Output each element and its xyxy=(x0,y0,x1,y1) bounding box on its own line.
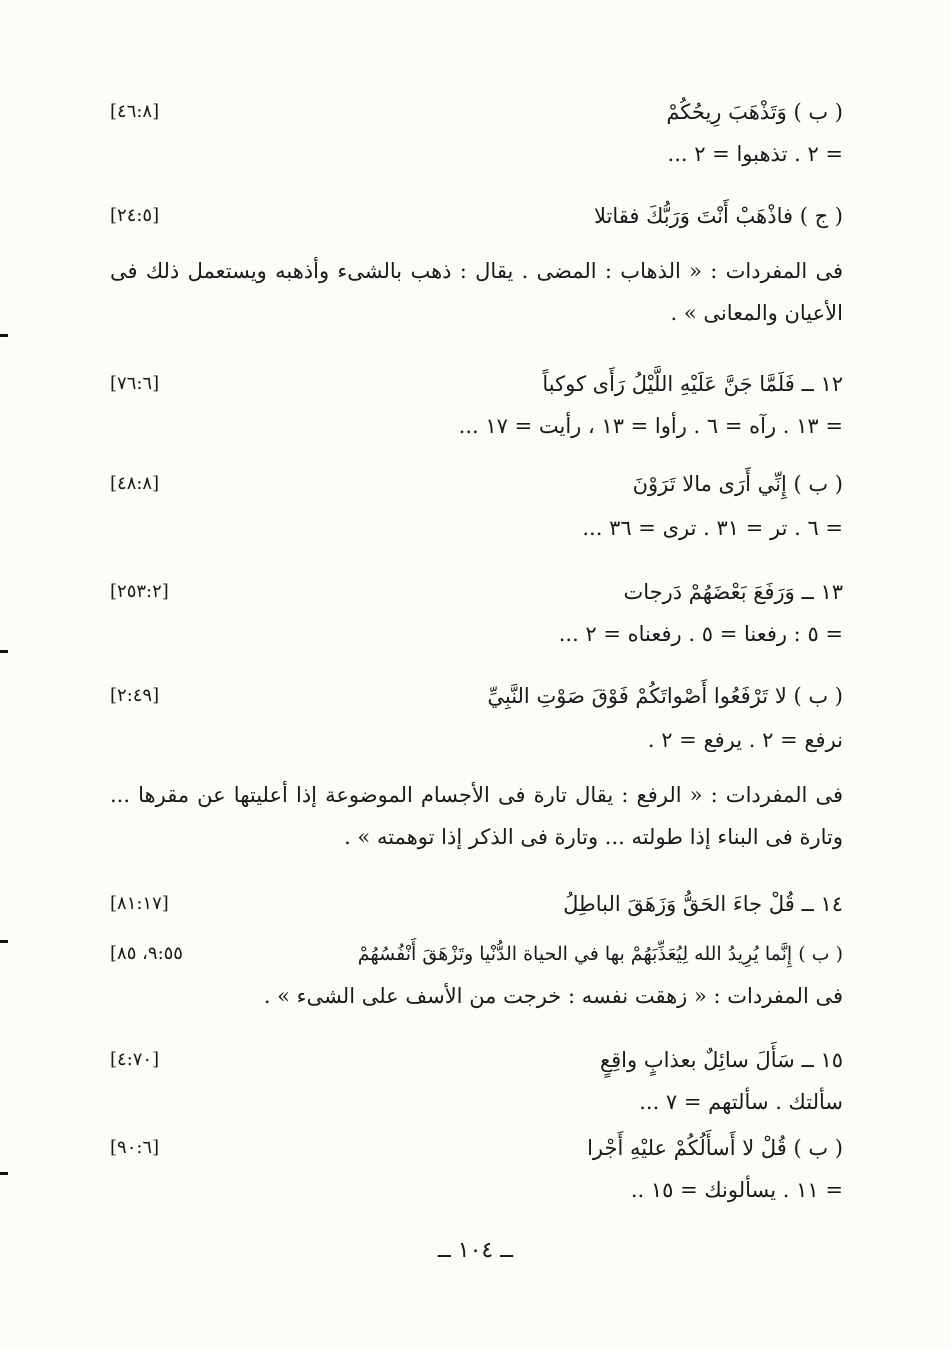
occurrence-line xyxy=(110,508,843,548)
occurrence-text: سألتك . سألتهم = ٧ ... xyxy=(639,1090,843,1114)
occurrence-line xyxy=(110,1082,843,1122)
verse-line xyxy=(110,884,843,924)
margin-mark xyxy=(0,334,8,337)
verse-reference: [٩:٥٥، ٨٥ xyxy=(110,943,183,964)
dictionary-note-text: فى المفردات : « زهقت نفسه : خرجت من الأسف على الشىء » . xyxy=(263,984,843,1008)
verse-text: ١٤ ــ قُلْ جاءَ الحَقُّ وَزَهَقَ الباطِلُ xyxy=(563,892,843,916)
dictionary-note: فى المفردات : « الرفع : يقال تارة فى الأجسام الموضوعة إذا أعليتها عن مقرها ... وتارة فى البناء إذا طولته ... وتارة فى الذكر إذا توهمته » . xyxy=(110,783,843,849)
occurrence-text: = ٥ : رفعنا = ٥ . رفعناه = ٢ ... xyxy=(558,622,843,646)
verse-reference: [٢٥٣:٢] xyxy=(110,581,169,602)
margin-mark xyxy=(0,940,8,943)
verse-text: ١٢ ــ فَلَمَّا جَنَّ عَلَيْهِ اللَّيْلُ رَأَى كوكباً xyxy=(542,372,843,396)
occurrence-line xyxy=(110,614,843,654)
verse-text: ( ب ) لا تَرْفَعُوا أَصْواتَكُمْ فَوْقَ صَوْتِ النَّبِيِّ xyxy=(487,684,843,708)
occurrence-line xyxy=(110,406,843,446)
dictionary-note: فى المفردات : « الذهاب : المضى . يقال : ذهب بالشىء وأذهبه ويستعمل ذلك فى الأعيان والمعانى » . xyxy=(110,259,843,325)
verse-text: ( ب ) قُلْ لا أَسأَلُكُمْ عليْهِ أَجْرا xyxy=(587,1136,843,1160)
verse-reference: [٢:٤٩] xyxy=(110,685,160,706)
occurrence-text: = ٦ . تر = ٣١ . ترى = ٣٦ ... xyxy=(582,516,843,540)
occurrence-text: = ٢ . تذهبوا = ٢ ... xyxy=(667,142,843,166)
margin-mark xyxy=(0,650,8,653)
verse-text: ( ب ) إِنِّي أَرَى مالا تَرَوْنَ xyxy=(632,472,843,496)
occurrence-line xyxy=(110,1170,843,1210)
verse-line xyxy=(110,196,843,236)
verse-line xyxy=(110,1040,843,1080)
verse-line xyxy=(110,364,843,404)
verse-line xyxy=(110,92,843,132)
verse-text: ( ب ) إِنَّما يُرِيدُ الله لِيُعَذِّبَهُمْ بها في الحياة الدُّنْيا وتَزْهَقَ أَنْفُسُهُمْ xyxy=(357,943,843,965)
verse-reference: [٩٠:٦] xyxy=(110,1137,160,1158)
occurrence-text: = ١١ . يسألونك = ١٥ .. xyxy=(630,1178,843,1202)
dictionary-note-line xyxy=(110,976,843,1016)
verse-text: ١٥ ــ سَأَلَ سائِلٌ بعذابٍ واقِعٍ xyxy=(599,1048,843,1072)
verse-reference: [٨١:١٧] xyxy=(110,893,169,914)
verse-text: ( ب ) وَتَذْهَبَ رِيحُكُمْ xyxy=(666,100,843,124)
verse-line xyxy=(110,464,843,504)
verse-reference: [٤٦:٨] xyxy=(110,101,160,122)
margin-mark xyxy=(0,1172,8,1175)
occurrence-line xyxy=(110,720,843,760)
verse-reference: [٧٦:٦] xyxy=(110,373,160,394)
verse-reference: [٤٨:٨] xyxy=(110,473,160,494)
verse-reference: [٢٤:٥] xyxy=(110,205,160,226)
verse-line xyxy=(110,934,843,974)
verse-line xyxy=(110,676,843,716)
verse-reference: [٤:٧٠] xyxy=(110,1049,160,1070)
occurrence-text: نرفع = ٢ . يرفع = ٢ . xyxy=(647,728,843,752)
occurrence-text: = ١٣ . رآه = ٦ . رأوا = ١٣ ، رأيت = ١٧ ... xyxy=(458,414,843,438)
verse-line xyxy=(110,1128,843,1168)
verse-text: ( ج ) فاذْهَبْ أَنْتَ وَرَبُّكَ فقاتلا xyxy=(593,204,843,228)
occurrence-line xyxy=(110,134,843,174)
verse-text: ١٣ ــ وَرَفَعَ بَعْضَهُمْ دَرجات xyxy=(623,580,843,604)
verse-line xyxy=(110,572,843,612)
page-number: ــ ١٠٤ ــ xyxy=(437,1238,514,1263)
